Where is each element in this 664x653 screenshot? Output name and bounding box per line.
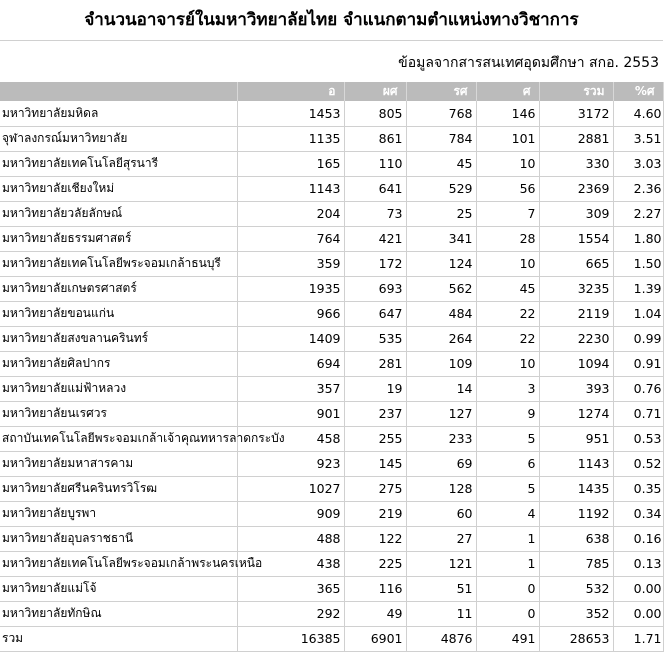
lecturer-count: 1135: [237, 126, 344, 151]
university-name: มหาวิทยาลัยเชียงใหม่: [0, 176, 237, 201]
header-professor: ศ: [476, 82, 539, 101]
total-count: 1192: [539, 501, 613, 526]
asst-prof-count: 861: [344, 126, 406, 151]
table-row: [0, 426, 663, 451]
table-row: [0, 276, 663, 301]
table-row: [0, 176, 663, 201]
table-row: [0, 351, 663, 376]
percent-professor: 2.27: [613, 201, 663, 226]
lecturer-count: 966: [237, 301, 344, 326]
asst-prof-count: 219: [344, 501, 406, 526]
university-name: มหาวิทยาลัยแม่โจ้: [0, 576, 237, 601]
professor-count: 5: [476, 426, 539, 451]
asst-prof-count: 49: [344, 601, 406, 626]
asst-prof-count: 255: [344, 426, 406, 451]
total-count: 1554: [539, 226, 613, 251]
total-count: 1274: [539, 401, 613, 426]
lecturer-count: 694: [237, 351, 344, 376]
table-row: [0, 301, 663, 326]
asst-prof-count: 6901: [344, 626, 406, 651]
university-name: มหาวิทยาลัยบูรพา: [0, 501, 237, 526]
total-count: 2369: [539, 176, 613, 201]
university-name: มหาวิทยาลัยมหาสารคาม: [0, 451, 237, 476]
professor-count: 9: [476, 401, 539, 426]
total-count: 2230: [539, 326, 613, 351]
lecturer-count: 764: [237, 226, 344, 251]
table-row: [0, 126, 663, 151]
table-row: [0, 526, 663, 551]
total-count: 638: [539, 526, 613, 551]
university-name: มหาวิทยาลัยนเรศวร: [0, 401, 237, 426]
header-row: [0, 82, 663, 101]
total-count: 2119: [539, 301, 613, 326]
asst-prof-count: 693: [344, 276, 406, 301]
assoc-prof-count: 562: [406, 276, 476, 301]
faculty-table: [0, 82, 664, 652]
asst-prof-count: 145: [344, 451, 406, 476]
percent-professor: 0.99: [613, 326, 663, 351]
percent-professor: 1.04: [613, 301, 663, 326]
total-count: 393: [539, 376, 613, 401]
table-row: [0, 401, 663, 426]
assoc-prof-count: 341: [406, 226, 476, 251]
total-count: 2881: [539, 126, 613, 151]
total-count: 532: [539, 576, 613, 601]
lecturer-count: 488: [237, 526, 344, 551]
university-name: มหาวิทยาลัยมหิดล: [0, 101, 237, 126]
lecturer-count: 1935: [237, 276, 344, 301]
total-count: 3172: [539, 101, 613, 126]
professor-count: 22: [476, 301, 539, 326]
percent-professor: 3.03: [613, 151, 663, 176]
asst-prof-count: 19: [344, 376, 406, 401]
professor-count: 3: [476, 376, 539, 401]
lecturer-count: 1409: [237, 326, 344, 351]
lecturer-count: 1453: [237, 101, 344, 126]
lecturer-count: 365: [237, 576, 344, 601]
university-name: มหาวิทยาลัยแม่ฟ้าหลวง: [0, 376, 237, 401]
university-name: มหาวิทยาลัยวลัยลักษณ์: [0, 201, 237, 226]
source-note: ข้อมูลจากสารสนเทศอุดมศึกษา สกอ. 2553: [398, 55, 659, 71]
asst-prof-count: 116: [344, 576, 406, 601]
professor-count: 7: [476, 201, 539, 226]
percent-professor: 0.76: [613, 376, 663, 401]
assoc-prof-count: 109: [406, 351, 476, 376]
university-name: มหาวิทยาลัยเทคโนโลยีพระจอมเกล้าธนบุรี: [0, 251, 237, 276]
lecturer-count: 292: [237, 601, 344, 626]
professor-count: 10: [476, 351, 539, 376]
lecturer-count: 165: [237, 151, 344, 176]
assoc-prof-count: 121: [406, 551, 476, 576]
professor-count: 1: [476, 551, 539, 576]
asst-prof-count: 122: [344, 526, 406, 551]
asst-prof-count: 535: [344, 326, 406, 351]
table-row: [0, 251, 663, 276]
asst-prof-count: 73: [344, 201, 406, 226]
table-row: [0, 376, 663, 401]
asst-prof-count: 275: [344, 476, 406, 501]
professor-count: 1: [476, 526, 539, 551]
percent-professor: 2.36: [613, 176, 663, 201]
professor-count: 491: [476, 626, 539, 651]
total-count: 665: [539, 251, 613, 276]
header-total: รวม: [539, 82, 613, 101]
lecturer-count: 1143: [237, 176, 344, 201]
table-row: [0, 476, 663, 501]
table-row: [0, 151, 663, 176]
assoc-prof-count: 14: [406, 376, 476, 401]
lecturer-count: 204: [237, 201, 344, 226]
assoc-prof-count: 51: [406, 576, 476, 601]
university-name: มหาวิทยาลัยเกษตรศาสตร์: [0, 276, 237, 301]
university-name: มหาวิทยาลัยสงขลานครินทร์: [0, 326, 237, 351]
header-university: [0, 82, 237, 101]
total-count: 785: [539, 551, 613, 576]
table-row: [0, 226, 663, 251]
table-row: [0, 201, 663, 226]
table-row: [0, 551, 663, 576]
university-name: สถาบันเทคโนโลยีพระจอมเกล้าเจ้าคุณทหารลาดกระบัง: [0, 426, 237, 451]
assoc-prof-count: 124: [406, 251, 476, 276]
total-count: 3235: [539, 276, 613, 301]
header-percent-professor: %ศ: [613, 82, 663, 101]
professor-count: 56: [476, 176, 539, 201]
assoc-prof-count: 784: [406, 126, 476, 151]
percent-professor: 1.71: [613, 626, 663, 651]
percent-professor: 0.00: [613, 601, 663, 626]
professor-count: 45: [476, 276, 539, 301]
asst-prof-count: 805: [344, 101, 406, 126]
percent-professor: 0.00: [613, 576, 663, 601]
percent-professor: 1.50: [613, 251, 663, 276]
total-count: 28653: [539, 626, 613, 651]
professor-count: 22: [476, 326, 539, 351]
assoc-prof-count: 484: [406, 301, 476, 326]
percent-professor: 0.71: [613, 401, 663, 426]
asst-prof-count: 110: [344, 151, 406, 176]
total-count: 1143: [539, 451, 613, 476]
asst-prof-count: 647: [344, 301, 406, 326]
header-assoc-prof: รศ: [406, 82, 476, 101]
university-name: มหาวิทยาลัยขอนแก่น: [0, 301, 237, 326]
assoc-prof-count: 127: [406, 401, 476, 426]
page-title: จำนวนอาจารย์ในมหาวิทยาลัยไทย จำแนกตามตำแหน่งทางวิชาการ: [0, 0, 663, 41]
university-name: มหาวิทยาลัยเทคโนโลยีพระจอมเกล้าพระนครเหนือ: [0, 551, 237, 576]
assoc-prof-count: 4876: [406, 626, 476, 651]
professor-count: 4: [476, 501, 539, 526]
university-name: มหาวิทยาลัยเทคโนโลยีสุรนารี: [0, 151, 237, 176]
header-lecturer: อ: [237, 82, 344, 101]
table-row: [0, 501, 663, 526]
lecturer-count: 923: [237, 451, 344, 476]
lecturer-count: 438: [237, 551, 344, 576]
assoc-prof-count: 768: [406, 101, 476, 126]
table-row: [0, 576, 663, 601]
percent-professor: 0.13: [613, 551, 663, 576]
professor-count: 6: [476, 451, 539, 476]
header-asst-prof: ผศ: [344, 82, 406, 101]
total-count: 951: [539, 426, 613, 451]
lecturer-count: 458: [237, 426, 344, 451]
percent-professor: 4.60: [613, 101, 663, 126]
percent-professor: 0.16: [613, 526, 663, 551]
university-name: มหาวิทยาลัยศรีนครินทรวิโรฒ: [0, 476, 237, 501]
assoc-prof-count: 11: [406, 601, 476, 626]
total-count: 352: [539, 601, 613, 626]
professor-count: 0: [476, 576, 539, 601]
university-name: มหาวิทยาลัยทักษิณ: [0, 601, 237, 626]
total-row: [0, 626, 663, 651]
professor-count: 5: [476, 476, 539, 501]
assoc-prof-count: 25: [406, 201, 476, 226]
percent-professor: 0.53: [613, 426, 663, 451]
asst-prof-count: 237: [344, 401, 406, 426]
percent-professor: 1.80: [613, 226, 663, 251]
lecturer-count: 359: [237, 251, 344, 276]
asst-prof-count: 225: [344, 551, 406, 576]
table-row: [0, 326, 663, 351]
lecturer-count: 909: [237, 501, 344, 526]
assoc-prof-count: 69: [406, 451, 476, 476]
assoc-prof-count: 233: [406, 426, 476, 451]
percent-professor: 1.39: [613, 276, 663, 301]
university-name: มหาวิทยาลัยอุบลราชธานี: [0, 526, 237, 551]
university-name: มหาวิทยาลัยธรรมศาสตร์: [0, 226, 237, 251]
asst-prof-count: 641: [344, 176, 406, 201]
university-name: รวม: [0, 626, 237, 651]
table-row: [0, 601, 663, 626]
percent-professor: 0.35: [613, 476, 663, 501]
lecturer-count: 357: [237, 376, 344, 401]
assoc-prof-count: 128: [406, 476, 476, 501]
professor-count: 0: [476, 601, 539, 626]
total-count: 309: [539, 201, 613, 226]
professor-count: 10: [476, 251, 539, 276]
total-count: 1094: [539, 351, 613, 376]
university-name: มหาวิทยาลัยศิลปากร: [0, 351, 237, 376]
university-name: จุฬาลงกรณ์มหาวิทยาลัย: [0, 126, 237, 151]
percent-professor: 0.34: [613, 501, 663, 526]
percent-professor: 3.51: [613, 126, 663, 151]
asst-prof-count: 281: [344, 351, 406, 376]
table-row: [0, 101, 663, 126]
asst-prof-count: 421: [344, 226, 406, 251]
assoc-prof-count: 60: [406, 501, 476, 526]
total-count: 1435: [539, 476, 613, 501]
professor-count: 10: [476, 151, 539, 176]
professor-count: 101: [476, 126, 539, 151]
lecturer-count: 16385: [237, 626, 344, 651]
table-row: [0, 451, 663, 476]
assoc-prof-count: 529: [406, 176, 476, 201]
lecturer-count: 901: [237, 401, 344, 426]
asst-prof-count: 172: [344, 251, 406, 276]
total-count: 330: [539, 151, 613, 176]
percent-professor: 0.52: [613, 451, 663, 476]
assoc-prof-count: 45: [406, 151, 476, 176]
percent-professor: 0.91: [613, 351, 663, 376]
professor-count: 146: [476, 101, 539, 126]
professor-count: 28: [476, 226, 539, 251]
lecturer-count: 1027: [237, 476, 344, 501]
assoc-prof-count: 27: [406, 526, 476, 551]
assoc-prof-count: 264: [406, 326, 476, 351]
